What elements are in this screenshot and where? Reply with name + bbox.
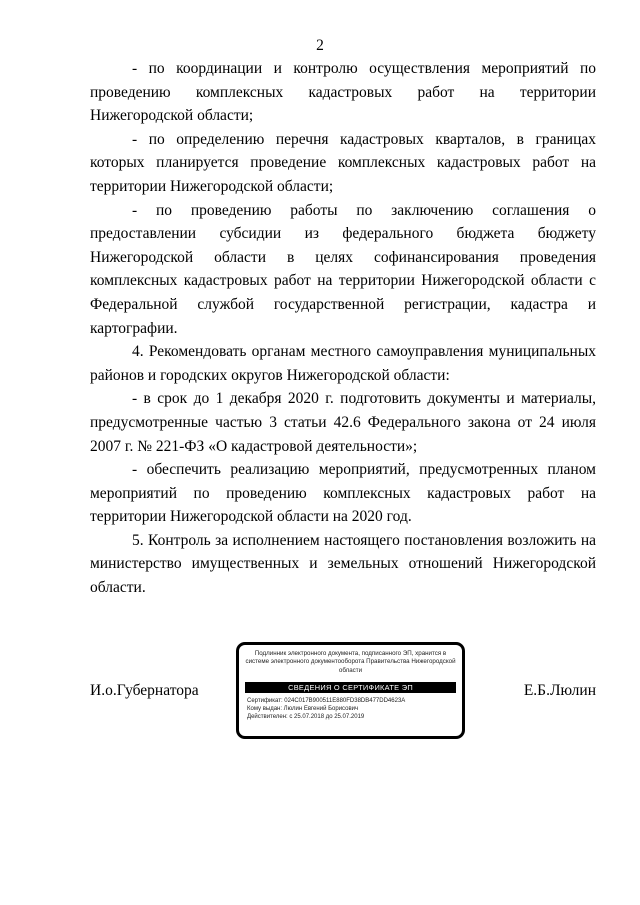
paragraph-implementation: - обеспечить реализацию мероприятий, предусмотренных планом мероприятий по проведению комплексных кадастровых работ на территории Нижегородской области на 2020 год.	[90, 461, 596, 526]
stamp-title: СВЕДЕНИЯ О СЕРТИФИКАТЕ ЭП	[245, 682, 456, 693]
paragraph-cadastral-quarters: - по определению перечня кадастровых кварталов, в границах которых планируется проведение комплексных кадастровых работ на территории Нижегородской области;	[90, 130, 596, 195]
paragraph-coordination: - по координации и контролю осуществления мероприятий по проведению комплексных кадастровых работ на территории Нижегородской области;	[90, 60, 596, 125]
signatory-position: И.о.Губернатора	[90, 682, 199, 699]
stamp-issued-to: Кому выдан: Люлин Евгений Борисович	[247, 705, 359, 712]
paragraph-deadline: - в срок до 1 декабря 2020 г. подготовить документы и материалы, предусмотренные частью 3 статьи 42.6 Федерального закона от 24 июля 2007 г. № 221-ФЗ «О кадастровой деятельности»;	[90, 390, 596, 455]
stamp-details	[247, 697, 462, 721]
stamp-certificate: Сертификат: 024C017B900511E880FD38DB477DD4623A	[247, 697, 406, 704]
paragraph-control: 5. Контроль за исполнением настоящего постановления возложить на министерство имущественных и земельных отношений Нижегородской области.	[90, 531, 596, 597]
paragraph-recommendation: 4. Рекомендовать органам местного самоуправления муниципальных районов и городских округов Нижегородской области:	[90, 343, 596, 384]
stamp-header: Подлинник электронного документа, подписанного ЭП, хранится в системе электронного документооборота Правительства Нижегородской области	[245, 650, 456, 674]
signatory-name: Е.Б.Люлин	[523, 682, 596, 699]
stamp-validity: Действителен: с 25.07.2018 до 25.07.2019	[247, 713, 365, 720]
electronic-signature-stamp	[236, 642, 465, 739]
page-number: 2	[316, 37, 324, 54]
document-body	[90, 57, 596, 600]
paragraph-subsidy-agreement: - по проведению работы по заключению соглашения о предоставлении субсидии из федерального бюджета бюджету Нижегородской области в целях софинансирования проведения комплексных кадастровых работ на территории Нижегородской области с Федеральной службой государственной регистрации, кадастра и картографии.	[90, 201, 596, 337]
